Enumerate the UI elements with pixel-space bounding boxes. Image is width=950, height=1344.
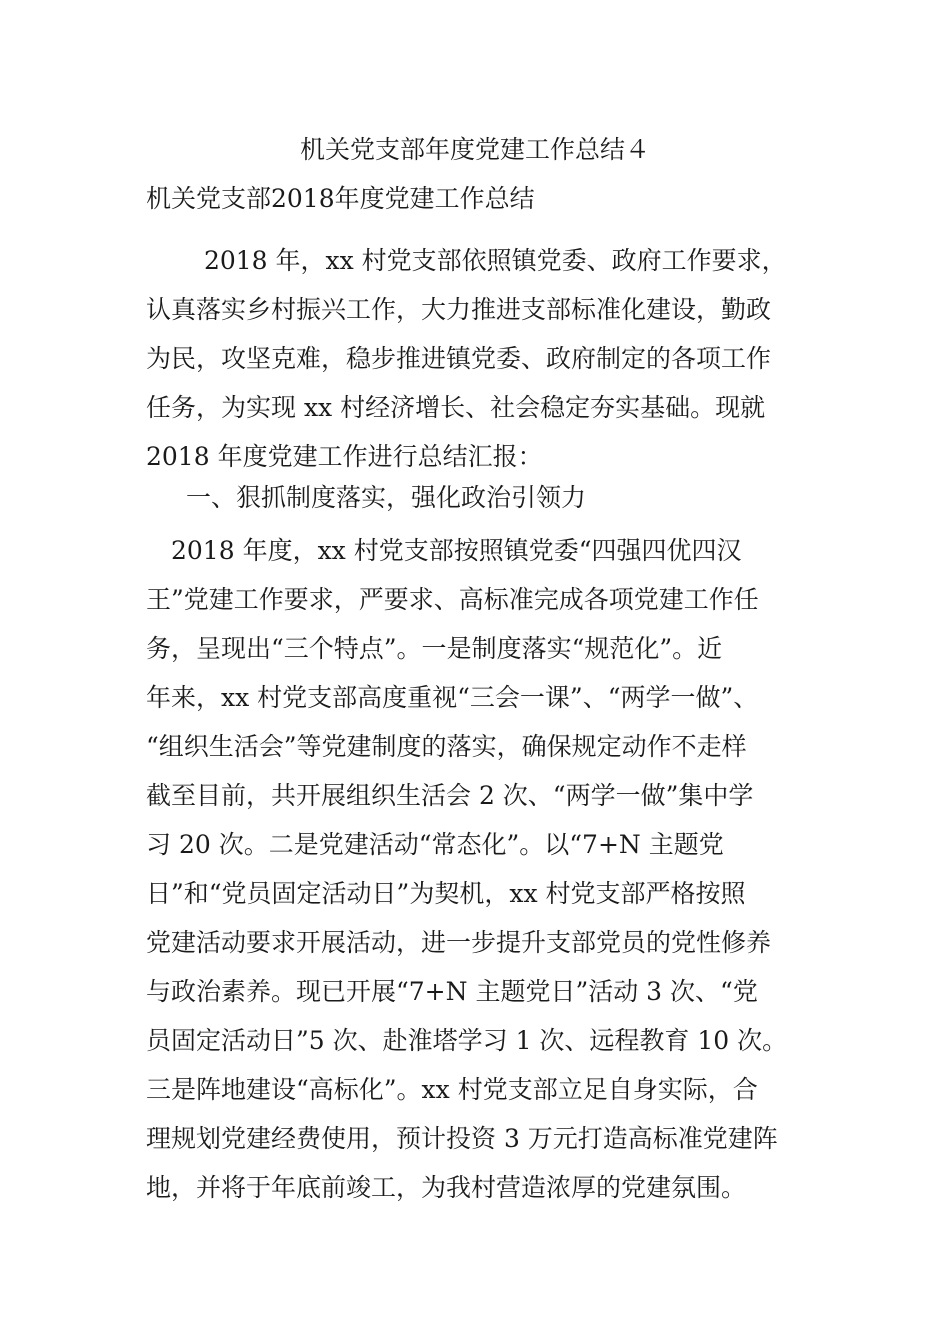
paragraph-line: 年来，xx 村党支部高度重视“三会一课”、“两学一做”、 [146,683,759,712]
paragraph-intro [146,236,846,481]
paragraph-line: 习 20 次。二是党建活动“常态化”。以“7+N 主题党 [146,830,724,859]
paragraph-line: 任务，为实现 xx 村经济增长、社会稳定夯实基础。现就 [146,393,766,422]
document-subtitle: 机关党支部2018年度党建工作总结 [146,184,535,213]
paragraph-line: 理规划党建经费使用，预计投资 3 万元打造高标准党建阵 [146,1124,778,1153]
paragraph-line: 务，呈现出“三个特点”。一是制度落实“规范化”。近 [146,634,723,663]
paragraph-section1 [146,526,846,1212]
paragraph-line: 与政治素养。现已开展“7+N 主题党日”活动 3 次、“党 [146,977,758,1006]
paragraph-line: 2018 年度，xx 村党支部按照镇党委“四强四优四汉 [146,536,742,565]
paragraph-line: 员固定活动日”5 次、赴淮塔学习 1 次、远程教育 10 次。 [146,1026,788,1055]
section-heading: 一、狠抓制度落实，强化政治引领力 [186,483,587,512]
paragraph-line: 为民，攻坚克难，稳步推进镇党委、政府制定的各项工作 [146,344,772,373]
paragraph-line: 日”和“党员固定活动日”为契机，xx 村党支部严格按照 [146,879,746,908]
paragraph-line: 2018 年，xx 村党支部依照镇党委、政府工作要求， [146,246,787,275]
paragraph-line: 党建活动要求开展活动，进一步提升支部党员的党性修养 [146,928,772,957]
paragraph-line: “组织生活会”等党建制度的落实，确保规定动作不走样 [146,732,747,761]
paragraph-line: 王”党建工作要求，严要求、高标准完成各项党建工作任 [146,585,759,614]
paragraph-line: 地，并将于年底前竣工，为我村营造浓厚的党建氛围。 [146,1173,747,1202]
document-title: 机关党支部年度党建工作总结４ [299,135,650,164]
paragraph-line: 认真落实乡村振兴工作，大力推进支部标准化建设，勤政 [146,295,772,324]
paragraph-line: 截至目前，共开展组织生活会 2 次、“两学一做”集中学 [146,781,754,810]
paragraph-line: 2018 年度党建工作进行总结汇报： [146,442,543,471]
paragraph-line: 三是阵地建设“高标化”。xx 村党支部立足自身实际，合 [146,1075,758,1104]
